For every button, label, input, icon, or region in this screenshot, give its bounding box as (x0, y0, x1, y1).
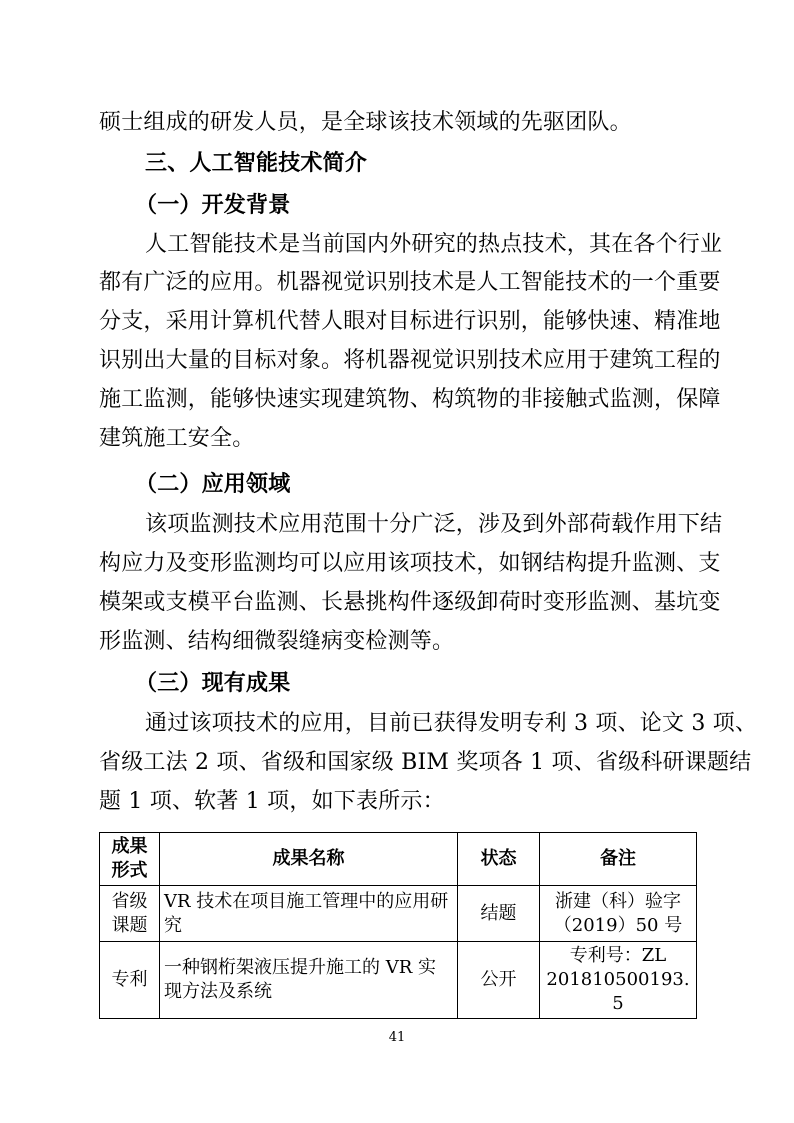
paragraph-line: 形监测、结构细微裂缝病变检测等。 (99, 629, 455, 654)
subsection-heading: （一）开发背景 (135, 192, 291, 218)
table-cell: 浙建（科）验字（2019）50 号 (540, 886, 697, 942)
paragraph-line: 人工智能技术是当前国内外研究的热点技术，其在各个行业 (145, 232, 723, 257)
paragraph-line: 通过该项技术的应用，目前已获得发明专利 3 项、论文 3 项、 (145, 711, 758, 736)
header-cell: 状态 (458, 833, 540, 886)
paragraph-line: 省级工法 2 项、省级和国家级 BIM 奖项各 1 项、省级科研课题结 (99, 750, 752, 775)
table-header-row (100, 833, 697, 886)
results-table (99, 832, 697, 1019)
table-cell: 一种钢桁架液压提升施工的 VR 实现方法及系统 (160, 942, 458, 1019)
header-cell: 备注 (540, 833, 697, 886)
paragraph-line: 施工监测，能够快速实现建筑物、构筑物的非接触式监测，保障 (99, 387, 721, 412)
paragraph-line: 该项监测技术应用范围十分广泛，涉及到外部荷载作用下结 (145, 512, 723, 537)
paragraph-line: 题 1 项、软著 1 项，如下表所示： (99, 789, 445, 814)
section-heading: 三、人工智能技术简介 (145, 150, 368, 176)
paragraph-line: 识别出大量的目标对象。将机器视觉识别技术应用于建筑工程的 (99, 348, 721, 373)
subsection-heading: （三）现有成果 (135, 670, 291, 696)
table-cell: VR 技术在项目施工管理中的应用研究 (160, 886, 458, 942)
table-cell: 公开 (458, 942, 540, 1019)
table-cell: 结题 (458, 886, 540, 942)
paragraph-line: 模架或支模平台监测、长悬挑构件逐级卸荷时变形监测、基坑变 (99, 590, 721, 615)
paragraph-line: 硕士组成的研发人员，是全球该技术领域的先驱团队。 (99, 110, 632, 135)
table-cell: 专利号：ZL 201810500193. 5 (540, 942, 697, 1019)
paragraph-line: 建筑施工安全。 (99, 426, 255, 451)
page-number: 41 (388, 1030, 406, 1045)
table-row (100, 886, 697, 942)
table-cell: 专利 (100, 942, 160, 1019)
paragraph-line: 分支，采用计算机代替人眼对目标进行识别，能够快速、精准地 (99, 309, 721, 334)
subsection-heading: （二）应用领域 (135, 471, 291, 497)
table-row (100, 942, 697, 1019)
header-cell: 成果名称 (160, 833, 458, 886)
header-cell: 成果形式 (100, 833, 160, 886)
paragraph-line: 构应力及变形监测均可以应用该项技术，如钢结构提升监测、支 (99, 551, 721, 576)
paragraph-line: 都有广泛的应用。机器视觉识别技术是人工智能技术的一个重要 (99, 270, 721, 295)
table-cell: 省级课题 (100, 886, 160, 942)
